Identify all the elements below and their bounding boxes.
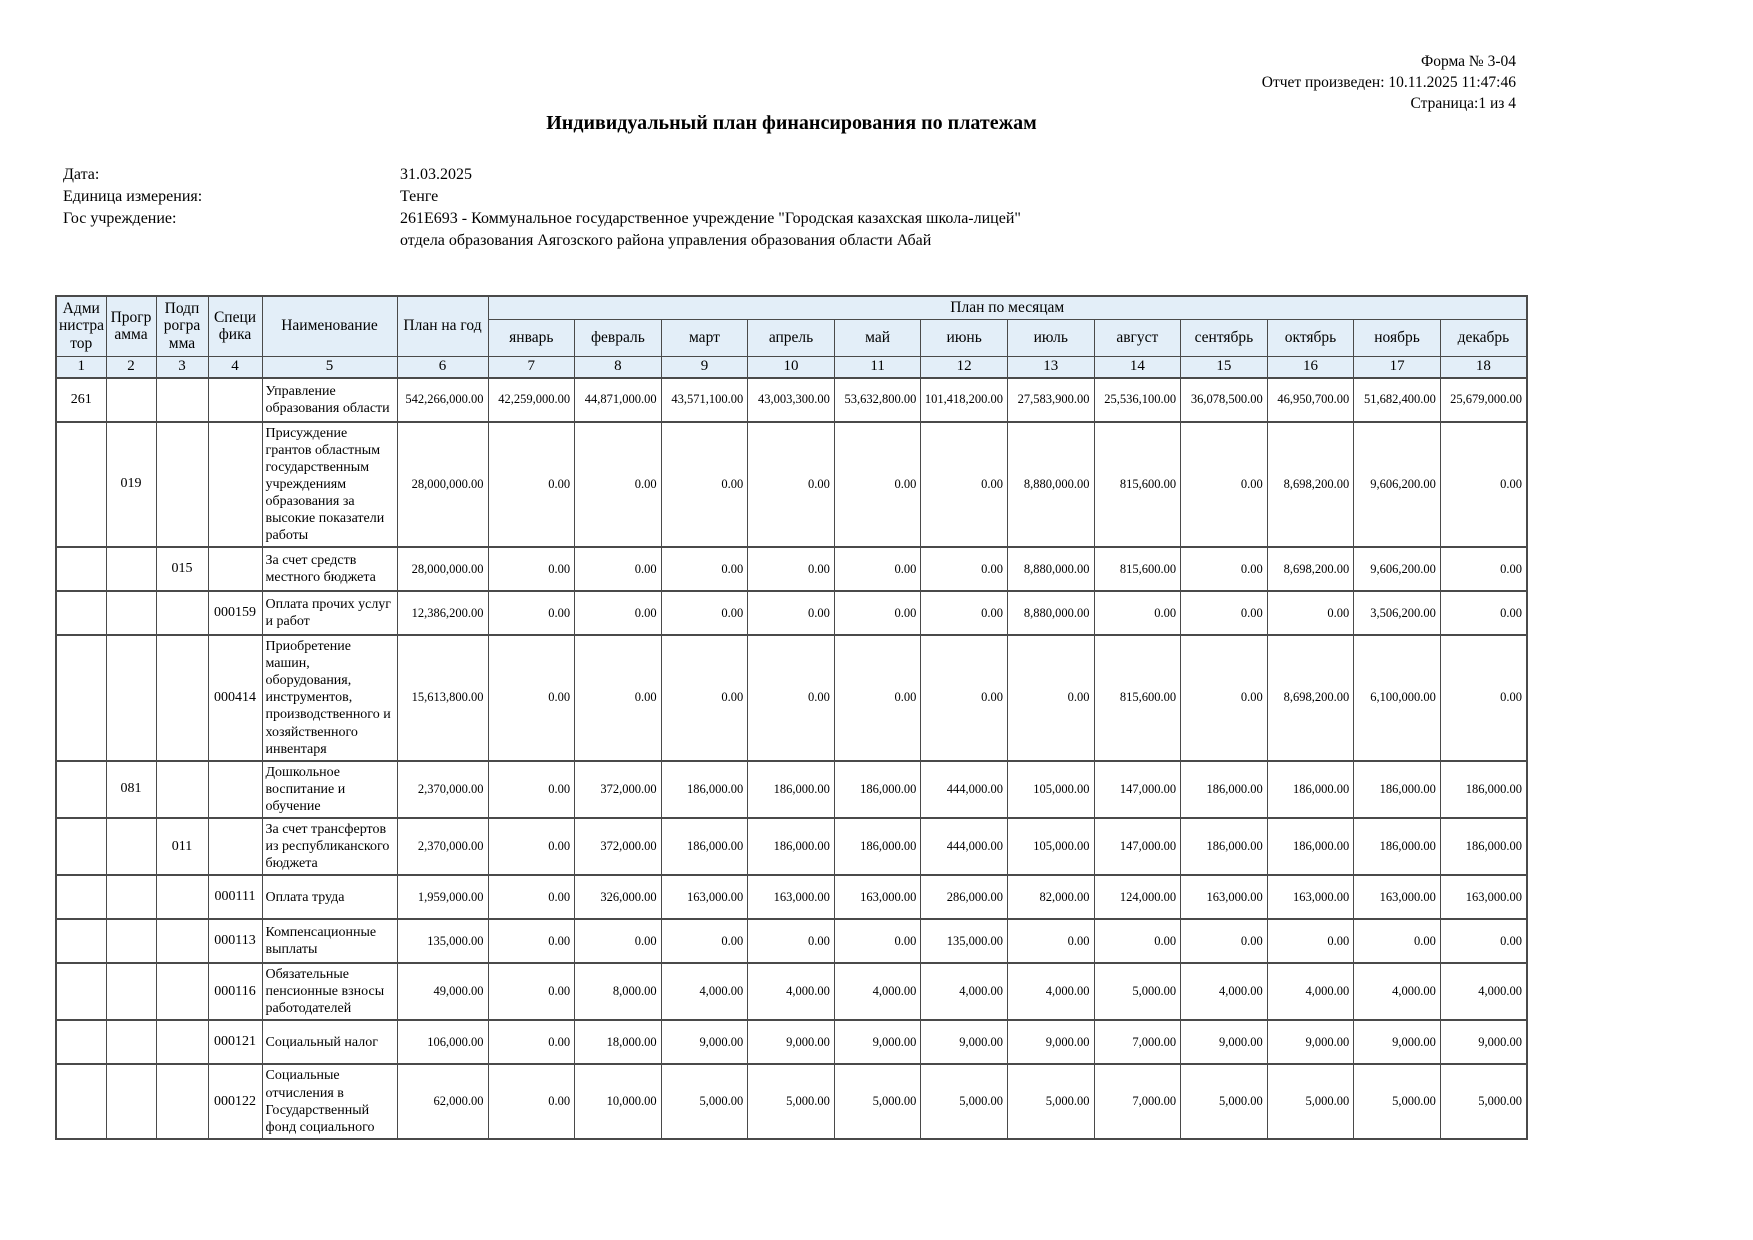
col-number: 8: [575, 356, 662, 378]
cell-month-value: 0.00: [1094, 919, 1181, 963]
cell-name: Присуждение грантов областным государственным учреждениям образования за высокие показатели работы: [262, 422, 397, 548]
cell-month-value: 0.00: [575, 422, 662, 548]
cell-month-value: 8,880,000.00: [1007, 591, 1094, 635]
cell-month-value: 9,000.00: [1181, 1020, 1268, 1064]
cell-month-value: 8,698,200.00: [1267, 547, 1354, 591]
cell-specifics: 000122: [208, 1064, 262, 1138]
cell-subprogram: [156, 963, 208, 1020]
table-row: [56, 963, 1527, 1020]
cell-month-value: 186,000.00: [1440, 818, 1527, 875]
cell-specifics: 000159: [208, 591, 262, 635]
cell-month-value: 0.00: [488, 1064, 575, 1138]
cell-month-value: 8,880,000.00: [1007, 422, 1094, 548]
cell-month-value: 25,679,000.00: [1440, 378, 1527, 422]
cell-subprogram: [156, 1020, 208, 1064]
col-header-month: февраль: [575, 319, 662, 356]
cell-month-value: 186,000.00: [1181, 818, 1268, 875]
cell-month-value: 186,000.00: [661, 761, 748, 818]
cell-month-value: 4,000.00: [1354, 963, 1441, 1020]
cell-month-value: 0.00: [834, 919, 921, 963]
cell-program: [106, 378, 156, 422]
cell-month-value: 147,000.00: [1094, 761, 1181, 818]
cell-name: Управление образования области: [262, 378, 397, 422]
col-header-month: ноябрь: [1354, 319, 1441, 356]
cell-month-value: 0.00: [488, 635, 575, 761]
cell-month-value: 6,100,000.00: [1354, 635, 1441, 761]
cell-month-value: 0.00: [661, 547, 748, 591]
cell-month-value: 9,000.00: [748, 1020, 835, 1064]
cell-month-value: 8,698,200.00: [1267, 422, 1354, 548]
table-row: [56, 761, 1527, 818]
cell-specifics: 000111: [208, 875, 262, 919]
col-header-month: январь: [488, 319, 575, 356]
cell-subprogram: [156, 761, 208, 818]
cell-month-value: 9,000.00: [834, 1020, 921, 1064]
cell-month-value: 44,871,000.00: [575, 378, 662, 422]
cell-month-value: 8,880,000.00: [1007, 547, 1094, 591]
cell-administrator: [56, 422, 106, 548]
financing-table-head: [56, 296, 1527, 378]
cell-program: [106, 875, 156, 919]
cell-month-value: 124,000.00: [1094, 875, 1181, 919]
meta-row-date: [63, 164, 1032, 186]
cell-name: Компенсационные выплаты: [262, 919, 397, 963]
col-number: 12: [921, 356, 1008, 378]
cell-month-value: 0.00: [834, 547, 921, 591]
cell-month-value: 147,000.00: [1094, 818, 1181, 875]
cell-month-value: 101,418,200.00: [921, 378, 1008, 422]
col-number: 7: [488, 356, 575, 378]
cell-month-value: 0.00: [1440, 635, 1527, 761]
cell-year-plan: 2,370,000.00: [397, 818, 488, 875]
cell-month-value: 4,000.00: [1440, 963, 1527, 1020]
cell-month-value: 186,000.00: [748, 761, 835, 818]
table-row: [56, 591, 1527, 635]
cell-month-value: 186,000.00: [834, 761, 921, 818]
cell-year-plan: 542,266,000.00: [397, 378, 488, 422]
cell-month-value: 0.00: [921, 591, 1008, 635]
col-header-month: декабрь: [1440, 319, 1527, 356]
cell-month-value: 9,606,200.00: [1354, 422, 1441, 548]
cell-month-value: 444,000.00: [921, 761, 1008, 818]
cell-administrator: [56, 963, 106, 1020]
form-number: Форма № 3-04: [1420, 53, 1516, 70]
cell-subprogram: [156, 919, 208, 963]
cell-subprogram: [156, 635, 208, 761]
cell-month-value: 9,000.00: [1007, 1020, 1094, 1064]
cell-administrator: [56, 635, 106, 761]
cell-specifics: 000113: [208, 919, 262, 963]
cell-administrator: [56, 818, 106, 875]
col-header-name: Наименование: [262, 296, 397, 356]
cell-month-value: 8,000.00: [575, 963, 662, 1020]
cell-month-value: 0.00: [1354, 919, 1441, 963]
cell-month-value: 4,000.00: [1267, 963, 1354, 1020]
cell-administrator: [56, 761, 106, 818]
cell-month-value: 0.00: [921, 422, 1008, 548]
col-header-program: Прогр амма: [106, 296, 156, 356]
cell-month-value: 186,000.00: [748, 818, 835, 875]
cell-year-plan: 135,000.00: [397, 919, 488, 963]
table-row: [56, 635, 1527, 761]
cell-program: [106, 547, 156, 591]
col-number: 16: [1267, 356, 1354, 378]
cell-month-value: 0.00: [1181, 422, 1268, 548]
cell-year-plan: 49,000.00: [397, 963, 488, 1020]
col-number: 6: [397, 356, 488, 378]
cell-month-value: 163,000.00: [748, 875, 835, 919]
cell-year-plan: 1,959,000.00: [397, 875, 488, 919]
cell-month-value: 0.00: [488, 875, 575, 919]
cell-year-plan: 106,000.00: [397, 1020, 488, 1064]
cell-month-value: 9,606,200.00: [1354, 547, 1441, 591]
page-indicator: Страница:1 из 4: [1410, 94, 1516, 112]
cell-month-value: 25,536,100.00: [1094, 378, 1181, 422]
col-number: 3: [156, 356, 208, 378]
report-header: [1262, 52, 1516, 115]
cell-specifics: 000121: [208, 1020, 262, 1064]
cell-month-value: 326,000.00: [575, 875, 662, 919]
cell-month-value: 7,000.00: [1094, 1064, 1181, 1138]
cell-program: [106, 818, 156, 875]
cell-year-plan: 12,386,200.00: [397, 591, 488, 635]
cell-name: Социальные отчисления в Государственный фонд социального: [262, 1064, 397, 1138]
cell-month-value: 0.00: [1181, 547, 1268, 591]
cell-month-value: 4,000.00: [1007, 963, 1094, 1020]
meta-row-institution: [63, 208, 1032, 252]
report-generated-timestamp: Отчет произведен: 10.11.2025 11:47:46: [1261, 73, 1516, 91]
cell-month-value: 0.00: [1267, 919, 1354, 963]
cell-month-value: 186,000.00: [1181, 761, 1268, 818]
cell-month-value: 0.00: [488, 547, 575, 591]
cell-month-value: 4,000.00: [748, 963, 835, 1020]
cell-month-value: 18,000.00: [575, 1020, 662, 1064]
cell-month-value: 5,000.00: [1007, 1064, 1094, 1138]
cell-month-value: 186,000.00: [1354, 761, 1441, 818]
table-row: [56, 1064, 1527, 1138]
cell-month-value: 372,000.00: [575, 818, 662, 875]
cell-month-value: 10,000.00: [575, 1064, 662, 1138]
col-header-month: сентябрь: [1181, 319, 1268, 356]
cell-month-value: 0.00: [834, 591, 921, 635]
cell-month-value: 9,000.00: [1354, 1020, 1441, 1064]
cell-month-value: 163,000.00: [661, 875, 748, 919]
cell-month-value: 186,000.00: [1267, 818, 1354, 875]
cell-specifics: [208, 818, 262, 875]
cell-administrator: 261: [56, 378, 106, 422]
cell-month-value: 5,000.00: [1440, 1064, 1527, 1138]
cell-month-value: 0.00: [575, 591, 662, 635]
col-number: 14: [1094, 356, 1181, 378]
cell-month-value: 9,000.00: [1440, 1020, 1527, 1064]
cell-year-plan: 62,000.00: [397, 1064, 488, 1138]
cell-month-value: 444,000.00: [921, 818, 1008, 875]
meta-value-date: 31.03.2025: [400, 166, 472, 183]
cell-month-value: 0.00: [1007, 635, 1094, 761]
cell-month-value: 0.00: [488, 818, 575, 875]
cell-month-value: 0.00: [661, 422, 748, 548]
table-row: [56, 1020, 1527, 1064]
cell-month-value: 105,000.00: [1007, 818, 1094, 875]
meta-value-institution: 261E693 - Коммунальное государственное учреждение "Городская казахская школа-лицей" отдела образования Аягозского района управления образования области Абай: [400, 210, 1021, 250]
cell-month-value: 4,000.00: [834, 963, 921, 1020]
cell-month-value: 0.00: [661, 635, 748, 761]
cell-program: [106, 919, 156, 963]
col-header-specifics: Специ фика: [208, 296, 262, 356]
col-header-year-plan: План на год: [397, 296, 488, 356]
col-header-month: март: [661, 319, 748, 356]
financing-table-body: [56, 378, 1527, 1139]
cell-month-value: 9,000.00: [921, 1020, 1008, 1064]
document-title: Индивидуальный план финансирования по платежам: [546, 112, 1037, 134]
cell-month-value: 0.00: [921, 547, 1008, 591]
cell-administrator: [56, 547, 106, 591]
cell-month-value: 0.00: [488, 761, 575, 818]
cell-specifics: [208, 761, 262, 818]
cell-month-value: 4,000.00: [1181, 963, 1268, 1020]
col-number: 17: [1354, 356, 1441, 378]
col-number: 11: [834, 356, 921, 378]
cell-administrator: [56, 875, 106, 919]
cell-month-value: 9,000.00: [1267, 1020, 1354, 1064]
table-row: [56, 875, 1527, 919]
cell-month-value: 5,000.00: [834, 1064, 921, 1138]
cell-month-value: 46,950,700.00: [1267, 378, 1354, 422]
cell-month-value: 51,682,400.00: [1354, 378, 1441, 422]
cell-month-value: 372,000.00: [575, 761, 662, 818]
cell-subprogram: [156, 591, 208, 635]
cell-month-value: 36,078,500.00: [1181, 378, 1268, 422]
cell-month-value: 0.00: [921, 635, 1008, 761]
meta-row-unit: [63, 186, 1032, 208]
col-header-month: апрель: [748, 319, 835, 356]
cell-month-value: 42,259,000.00: [488, 378, 575, 422]
financing-table: [55, 295, 1528, 1140]
cell-month-value: 8,698,200.00: [1267, 635, 1354, 761]
cell-month-value: 5,000.00: [1094, 963, 1181, 1020]
cell-program: [106, 1020, 156, 1064]
cell-month-value: 0.00: [1440, 919, 1527, 963]
cell-name: Дошкольное воспитание и обучение: [262, 761, 397, 818]
cell-name: Оплата прочих услуг и работ: [262, 591, 397, 635]
cell-year-plan: 15,613,800.00: [397, 635, 488, 761]
cell-month-value: 0.00: [834, 635, 921, 761]
cell-month-value: 286,000.00: [921, 875, 1008, 919]
cell-program: [106, 591, 156, 635]
col-header-month: июль: [1007, 319, 1094, 356]
table-row: [56, 919, 1527, 963]
cell-month-value: 815,600.00: [1094, 422, 1181, 548]
cell-specifics: 000116: [208, 963, 262, 1020]
col-number: 2: [106, 356, 156, 378]
col-header-month: май: [834, 319, 921, 356]
cell-program: [106, 963, 156, 1020]
col-header-months-group: План по месяцам: [488, 296, 1527, 319]
cell-subprogram: [156, 422, 208, 548]
col-header-administrator: Адми нистра тор: [56, 296, 106, 356]
cell-month-value: 7,000.00: [1094, 1020, 1181, 1064]
cell-month-value: 5,000.00: [1354, 1064, 1441, 1138]
cell-month-value: 9,000.00: [661, 1020, 748, 1064]
meta-label-institution: Гос учреждение:: [63, 210, 177, 228]
cell-subprogram: 011: [156, 818, 208, 875]
cell-month-value: 0.00: [1267, 591, 1354, 635]
cell-name: За счет трансфертов из республиканского бюджета: [262, 818, 397, 875]
cell-program: [106, 635, 156, 761]
col-number: 18: [1440, 356, 1527, 378]
cell-month-value: 0.00: [488, 591, 575, 635]
table-row: [56, 547, 1527, 591]
cell-month-value: 0.00: [748, 422, 835, 548]
cell-administrator: [56, 1064, 106, 1138]
cell-month-value: 186,000.00: [1440, 761, 1527, 818]
cell-month-value: 105,000.00: [1007, 761, 1094, 818]
meta-label-date: Дата:: [63, 166, 100, 183]
cell-month-value: 43,003,300.00: [748, 378, 835, 422]
cell-month-value: 5,000.00: [1181, 1064, 1268, 1138]
cell-month-value: 0.00: [488, 1020, 575, 1064]
cell-month-value: 5,000.00: [921, 1064, 1008, 1138]
cell-month-value: 0.00: [834, 422, 921, 548]
cell-month-value: 0.00: [1007, 919, 1094, 963]
cell-month-value: 0.00: [748, 635, 835, 761]
cell-program: 019: [106, 422, 156, 548]
cell-month-value: 3,506,200.00: [1354, 591, 1441, 635]
cell-month-value: 0.00: [661, 591, 748, 635]
cell-subprogram: [156, 1064, 208, 1138]
meta-value-unit: Тенге: [400, 188, 439, 206]
cell-month-value: 0.00: [488, 422, 575, 548]
cell-month-value: 163,000.00: [834, 875, 921, 919]
cell-specifics: [208, 378, 262, 422]
cell-name: За счет средств местного бюджета: [262, 547, 397, 591]
cell-program: 081: [106, 761, 156, 818]
cell-administrator: [56, 1020, 106, 1064]
cell-month-value: 186,000.00: [834, 818, 921, 875]
cell-administrator: [56, 919, 106, 963]
cell-month-value: 5,000.00: [748, 1064, 835, 1138]
cell-year-plan: 28,000,000.00: [397, 422, 488, 548]
cell-specifics: [208, 422, 262, 548]
col-number: 15: [1181, 356, 1268, 378]
meta-block: [63, 164, 1032, 252]
cell-month-value: 0.00: [575, 919, 662, 963]
cell-month-value: 0.00: [748, 547, 835, 591]
cell-month-value: 0.00: [488, 919, 575, 963]
cell-month-value: 0.00: [1440, 591, 1527, 635]
col-header-month: июнь: [921, 319, 1008, 356]
cell-month-value: 186,000.00: [1354, 818, 1441, 875]
cell-month-value: 0.00: [575, 635, 662, 761]
col-header-month: август: [1094, 319, 1181, 356]
cell-month-value: 43,571,100.00: [661, 378, 748, 422]
cell-month-value: 0.00: [1181, 635, 1268, 761]
cell-program: [106, 1064, 156, 1138]
cell-name: Социальный налог: [262, 1020, 397, 1064]
col-number: 4: [208, 356, 262, 378]
cell-month-value: 815,600.00: [1094, 635, 1181, 761]
cell-month-value: 0.00: [748, 591, 835, 635]
cell-specifics: [208, 547, 262, 591]
cell-month-value: 0.00: [1440, 422, 1527, 548]
cell-month-value: 4,000.00: [921, 963, 1008, 1020]
cell-month-value: 0.00: [575, 547, 662, 591]
cell-specifics: 000414: [208, 635, 262, 761]
cell-month-value: 53,632,800.00: [834, 378, 921, 422]
cell-subprogram: 015: [156, 547, 208, 591]
cell-subprogram: [156, 875, 208, 919]
cell-month-value: 163,000.00: [1267, 875, 1354, 919]
col-number: 5: [262, 356, 397, 378]
cell-month-value: 0.00: [1440, 547, 1527, 591]
cell-month-value: 5,000.00: [1267, 1064, 1354, 1138]
meta-label-unit: Единица измерения:: [63, 188, 203, 206]
cell-year-plan: 2,370,000.00: [397, 761, 488, 818]
cell-month-value: 0.00: [1181, 591, 1268, 635]
cell-month-value: 186,000.00: [1267, 761, 1354, 818]
col-number: 9: [661, 356, 748, 378]
table-row: [56, 422, 1527, 548]
cell-subprogram: [156, 378, 208, 422]
cell-month-value: 4,000.00: [661, 963, 748, 1020]
col-number: 10: [748, 356, 835, 378]
cell-month-value: 815,600.00: [1094, 547, 1181, 591]
cell-month-value: 0.00: [1181, 919, 1268, 963]
cell-month-value: 0.00: [661, 919, 748, 963]
cell-name: Обязательные пенсионные взносы работодателей: [262, 963, 397, 1020]
cell-administrator: [56, 591, 106, 635]
cell-name: Приобретение машин, оборудования, инструментов, производственного и хозяйственного инвентаря: [262, 635, 397, 761]
table-row: [56, 818, 1527, 875]
cell-month-value: 186,000.00: [661, 818, 748, 875]
col-number: 1: [56, 356, 106, 378]
cell-month-value: 0.00: [748, 919, 835, 963]
cell-month-value: 0.00: [488, 963, 575, 1020]
cell-month-value: 163,000.00: [1354, 875, 1441, 919]
cell-name: Оплата труда: [262, 875, 397, 919]
table-row: [56, 378, 1527, 422]
cell-month-value: 163,000.00: [1440, 875, 1527, 919]
cell-month-value: 5,000.00: [661, 1064, 748, 1138]
cell-month-value: 0.00: [1094, 591, 1181, 635]
cell-month-value: 135,000.00: [921, 919, 1008, 963]
col-number: 13: [1007, 356, 1094, 378]
col-header-subprogram: Подп рогра мма: [156, 296, 208, 356]
col-header-month: октябрь: [1267, 319, 1354, 356]
cell-month-value: 163,000.00: [1181, 875, 1268, 919]
cell-month-value: 27,583,900.00: [1007, 378, 1094, 422]
cell-month-value: 82,000.00: [1007, 875, 1094, 919]
cell-year-plan: 28,000,000.00: [397, 547, 488, 591]
